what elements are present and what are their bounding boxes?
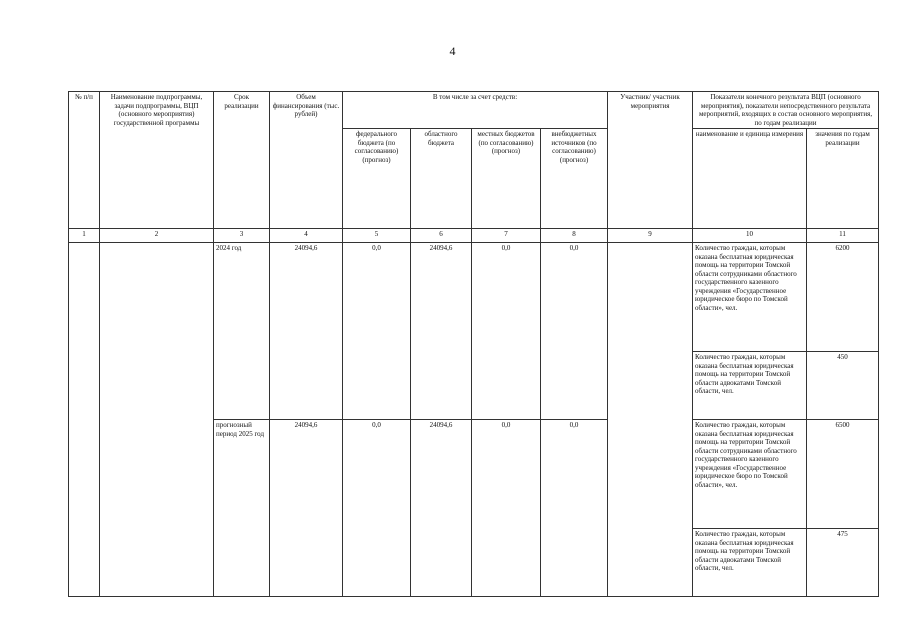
header-federal: федерального бюджета (по согласованию) (прогноз) [343,129,411,229]
header-number: № п/п [69,92,100,229]
period-local: 0,0 [472,243,541,420]
column-number: 9 [608,229,693,243]
column-number: 1 [69,229,100,243]
period-total: 24094,6 [270,243,343,420]
column-number: 7 [472,229,541,243]
indicator-name: Количество граждан, которым оказана бесплатная юридическая помощь на территории Томской области адвокатами Томской области, чел. [693,529,807,597]
period-local: 0,0 [472,420,541,597]
indicator-value: 475 [807,529,879,597]
column-number: 2 [100,229,214,243]
header-term: Срок реализации [214,92,270,229]
column-number: 10 [693,229,807,243]
indicator-value: 6200 [807,243,879,352]
header-indicator-values: значения по годам реализации [807,129,879,229]
column-number: 11 [807,229,879,243]
header-extrabudgetary: внебюджетных источников (по согласованию) (прогноз) [541,129,608,229]
period-federal: 0,0 [343,420,411,597]
header-indicators-group: Показатели конечного результата ВЦП (основного мероприятия), показатели непосредственного результата мероприятий, входящих в состав основного мероприятия, по годам реализации [693,92,879,129]
header-program-name: Наименование подпрограммы, задачи подпрограммы, ВЦП (основного мероприятия) государственной программы [100,92,214,229]
column-number: 8 [541,229,608,243]
column-number: 5 [343,229,411,243]
period-total: 24094,6 [270,420,343,597]
row-participant-cell [608,243,693,597]
period-extrabudgetary: 0,0 [541,243,608,420]
indicator-name: Количество граждан, которым оказана бесплатная юридическая помощь на территории Томской области адвокатами Томской области, чел. [693,352,807,420]
indicator-name: Количество граждан, которым оказана бесплатная юридическая помощь на территории Томской области сотрудниками областного государственного казенного учреждения «Государственное юридическое бюро по Томской области», чел. [693,420,807,529]
row-program-cell [100,243,214,597]
header-indicator-name: наименование и единица измерения [693,129,807,229]
column-number: 3 [214,229,270,243]
period-extrabudgetary: 0,0 [541,420,608,597]
indicator-value: 450 [807,352,879,420]
header-participant: Участник/ участник мероприятия [608,92,693,229]
column-number: 6 [411,229,472,243]
column-number: 4 [270,229,343,243]
program-table [68,91,879,597]
header-funding-total: Объем финансирования (тыс. рублей) [270,92,343,229]
row-number-cell [69,243,100,597]
period-term: 2024 год [214,243,270,420]
period-regional: 24094,6 [411,420,472,597]
period-regional: 24094,6 [411,243,472,420]
header-funding-group: В том числе за счет средств: [343,92,608,129]
period-term: прогнозный период 2025 год [214,420,270,597]
indicator-value: 6500 [807,420,879,529]
period-federal: 0,0 [343,243,411,420]
page-number: 4 [449,44,456,58]
indicator-name: Количество граждан, которым оказана бесплатная юридическая помощь на территории Томской области сотрудниками областного государственного казенного учреждения «Государственное юридическое бюро по Томской области», чел. [693,243,807,352]
header-regional: областного бюджета [411,129,472,229]
header-local: местных бюджетов (по согласованию) (прогноз) [472,129,541,229]
